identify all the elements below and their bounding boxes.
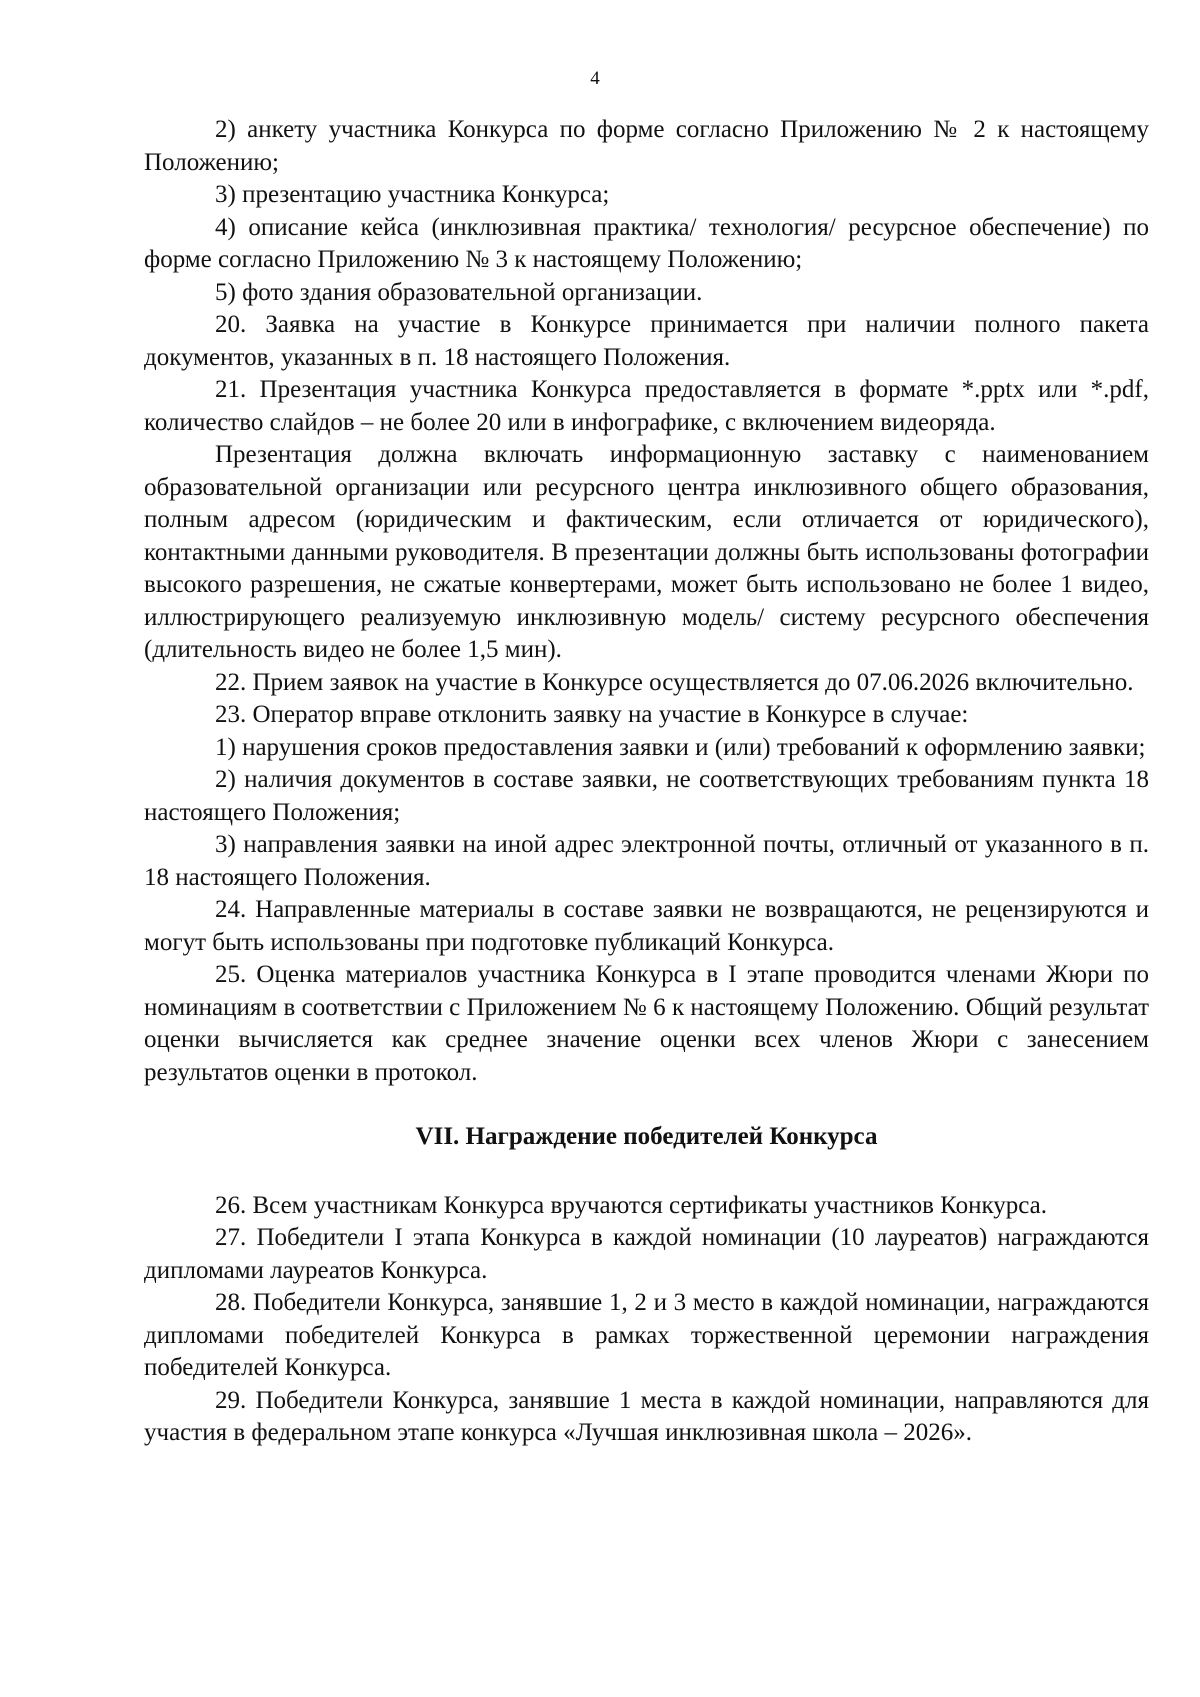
paragraph: 21. Презентация участника Конкурса предоставляется в формате *.pptx или *.pdf, количество слайдов – не более 20 или в инфографике, с включением видеоряда. xyxy=(144,376,1149,436)
paragraph: 26. Всем участникам Конкурса вручаются сертификаты участников Конкурса. xyxy=(215,1191,1048,1219)
paragraph: 25. Оценка материалов участника Конкурса в I этапе проводится членами Жюри по номинациям в соответствии с Приложением № 6 к настоящему Положению. Общий результат оценки вычисляется как среднее значение оценки всех членов Жюри с занесением результатов оценки в протокол. xyxy=(144,961,1149,1086)
paragraph: 20. Заявка на участие в Конкурсе принимается при наличии полного пакета документов, указанных в п. 18 настоящего Положения. xyxy=(144,311,1149,371)
paragraph: 5) фото здания образовательной организации. xyxy=(215,278,703,306)
paragraph: 2) анкету участника Конкурса по форме согласно Приложению № 2 к настоящему Положению; xyxy=(144,116,1149,176)
paragraph: 3) презентацию участника Конкурса; xyxy=(215,181,610,208)
paragraphs-before xyxy=(144,114,1149,1089)
paragraph: 22. Прием заявок на участие в Конкурсе осуществляется до 07.06.2026 включительно. xyxy=(215,668,1134,696)
paragraph: 29. Победители Конкурса, занявшие 1 места в каждой номинации, направляются для участия в федеральном этапе конкурса «Лучшая инклюзивная школа – 2026». xyxy=(144,1386,1149,1446)
paragraph: 23. Оператор вправе отклонить заявку на участие в Конкурсе в случае: xyxy=(215,701,969,728)
paragraph: 4) описание кейса (инклюзивная практика/ технология/ ресурсное обеспечение) по форме согласно Приложению № 3 к настоящему Положению; xyxy=(144,213,1149,273)
section-heading: VII. Награждение победителей Конкурса xyxy=(415,1123,878,1150)
page-number: 4 xyxy=(590,68,600,89)
paragraph: 24. Направленные материалы в составе заявки не возвращаются, не рецензируются и могут быть использованы при подготовке публикаций Конкурса. xyxy=(144,896,1149,956)
paragraph: Презентация должна включать информационную заставку с наименованием образовательной организации или ресурсного центра инклюзивного общего образования, полным адресом (юридическим и фактическим, если отличается от юридического), контактными данными руководителя. В презентации должны быть использованы фотографии высокого разрешения, не сжатые конвертерами, может быть использовано не более 1 видео, иллюстрирующего реализуемую инклюзивную модель/ систему ресурсного обеспечения (длительность видео не более 1,5 мин). xyxy=(144,441,1149,663)
paragraph: 1) нарушения сроков предоставления заявки и (или) требований к оформлению заявки; xyxy=(215,733,1146,761)
document-body xyxy=(144,114,1149,1450)
paragraph: 27. Победители I этапа Конкурса в каждой номинации (10 лауреатов) награждаются дипломами лауреатов Конкурса. xyxy=(144,1224,1149,1284)
paragraph: 2) наличия документов в составе заявки, не соответствующих требованиям пункта 18 настоящего Положения; xyxy=(144,766,1149,826)
paragraphs-after xyxy=(144,1190,1149,1450)
paragraph: 3) направления заявки на иной адрес электронной почты, отличный от указанного в п. 18 настоящего Положения. xyxy=(144,831,1149,891)
paragraph: 28. Победители Конкурса, занявшие 1, 2 и 3 место в каждой номинации, награждаются дипломами победителей Конкурса в рамках торжественной церемонии награждения победителей Конкурса. xyxy=(144,1289,1149,1381)
